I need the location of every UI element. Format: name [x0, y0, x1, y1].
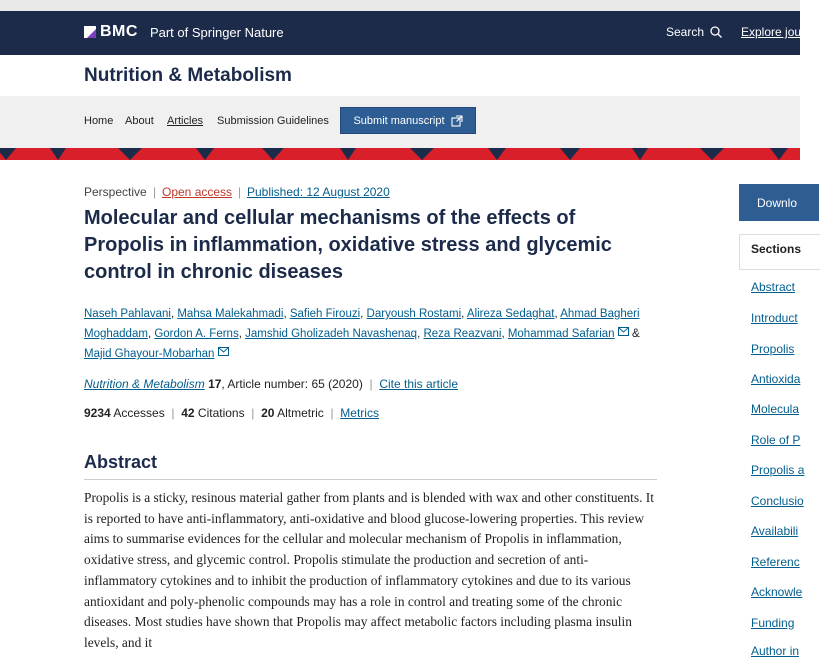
citations-label: Citations [197, 406, 245, 420]
author-link[interactable]: Ahmad Bagheri Moghaddam [84, 308, 640, 340]
search-label: Search [666, 25, 705, 39]
section-link[interactable]: Role of P [751, 433, 801, 447]
brand-name: BMC [100, 23, 138, 40]
article-title: Molecular and cellular mechanisms of the effects of Propolis in inflammation, oxidative stress and glycemic control in chronic diseases [84, 207, 612, 283]
author-link[interactable]: Reza Reazvani [423, 328, 502, 340]
download-label: Downlo [757, 195, 798, 210]
bmc-logo[interactable] [84, 23, 284, 41]
volume: 17 [208, 377, 222, 391]
nav-home[interactable]: Home [84, 115, 114, 127]
external-link-icon [451, 115, 463, 127]
section-link[interactable]: Referenc [751, 555, 800, 569]
author-link[interactable]: Safieh Firouzi [289, 308, 361, 320]
metrics-divider: | [168, 406, 178, 420]
section-link[interactable]: Propolis [751, 342, 795, 356]
author-and: & [631, 328, 640, 340]
section-link[interactable]: Availabili [751, 524, 799, 538]
abstract-divider [84, 479, 657, 480]
nav-articles[interactable]: Articles [167, 115, 204, 127]
published-date-link[interactable]: Published: 12 August 2020 [247, 185, 390, 199]
section-link[interactable]: Introduct [751, 311, 798, 325]
abstract-text: Propolis is a sticky, resinous material gather from plants and is blended with wax and other constituents. It is reported to have anti-inflammatory, anti-oxidative and blood glucose-lowering properties. This review aims to summarise evidences for the cellular and molecular mechanism of Propolis in inflammation, oxidative stress, and glycemic control. Propolis stimulate the production and secretion of anti-inflammatory cytokines and to inhibit the production of inflammatory cytokines and due to its various antioxidant and poly-phenolic compounds may has a role in control and treating some of the chronic diseases. Most studies have shown that Propolis may affect metabolic factors including plasma insulin levels, and it [84, 490, 654, 650]
abstract-heading: Abstract [84, 452, 158, 472]
author-link[interactable]: Gordon A. Ferns [154, 328, 239, 340]
altmetric-count: 20 [261, 406, 275, 420]
metrics-link[interactable]: Metrics [340, 406, 379, 420]
author-list: Naseh Pahlavani, Mahsa Malekahmadi, Safieh Firouzi, Daryoush Rostami, Alireza Sedaghat, Ahmad Bagheri Moghaddam, Gordon A. Ferns, Jamshid Gholizadeh Navashenaq, Reza Reazvani, Mohammad Safarian & Majid Ghayour-Mobarhan [84, 308, 640, 360]
article-number: , Article number: 65 (2020) [221, 377, 363, 391]
mail-icon[interactable] [618, 327, 629, 336]
section-link[interactable]: Molecula [751, 402, 800, 416]
journal-title[interactable]: Nutrition & Metabolism [84, 65, 292, 86]
decorative-pattern-stripe [0, 148, 800, 160]
search-icon [710, 26, 722, 38]
nav-submission-guidelines[interactable]: Submission Guidelines [217, 115, 329, 127]
metrics-divider: | [327, 406, 337, 420]
bmc-logo-icon [84, 26, 96, 38]
metrics-divider: | [247, 406, 258, 420]
submit-label: Submit manuscript [353, 114, 445, 127]
citation-line [84, 377, 458, 391]
accesses-label: Accesses [113, 406, 165, 420]
citations-count: 42 [181, 406, 195, 420]
cite-this-article-link[interactable]: Cite this article [379, 377, 459, 391]
explore-journals-link[interactable]: Explore journ [741, 25, 812, 39]
cite-divider: | [366, 377, 376, 391]
section-link[interactable]: Propolis a [751, 463, 805, 477]
author-link[interactable]: Mohammad Safarian [507, 328, 615, 340]
meta-divider: | [238, 185, 242, 199]
journal-link[interactable]: Nutrition & Metabolism [84, 377, 205, 391]
search-button[interactable] [666, 25, 722, 39]
altmetric-label: Altmetric [277, 406, 324, 420]
mail-icon[interactable] [218, 347, 229, 356]
meta-divider: | [153, 185, 157, 199]
nav-about[interactable]: About [125, 115, 154, 127]
author-link[interactable]: Majid Ghayour-Mobarhan [84, 348, 215, 360]
author-link[interactable]: Naseh Pahlavani [84, 308, 171, 320]
section-link[interactable]: Acknowle [751, 585, 803, 599]
section-link[interactable]: Funding [751, 616, 795, 630]
brand-subtitle: Part of Springer Nature [149, 24, 284, 40]
article-metrics [84, 406, 379, 420]
browser-top-strip [0, 0, 800, 11]
author-link[interactable]: Mahsa Malekahmadi [177, 308, 284, 320]
open-access-link[interactable]: Open access [162, 185, 233, 199]
section-link[interactable]: Conclusio [751, 494, 804, 508]
download-pdf-button[interactable] [739, 184, 819, 221]
submit-manuscript-button[interactable] [340, 107, 476, 134]
section-link[interactable]: Antioxida [751, 372, 801, 386]
section-link[interactable]: Author in [751, 644, 800, 658]
author-link[interactable]: Alireza Sedaghat [466, 308, 555, 320]
section-link[interactable]: Abstract [751, 280, 796, 294]
sections-heading: Sections [751, 242, 802, 256]
author-link[interactable]: Daryoush Rostami [366, 308, 462, 320]
accesses-count: 9234 [84, 406, 111, 420]
article-type: Perspective [84, 185, 147, 199]
author-link[interactable]: Jamshid Gholizadeh Navashenaq [245, 328, 418, 340]
